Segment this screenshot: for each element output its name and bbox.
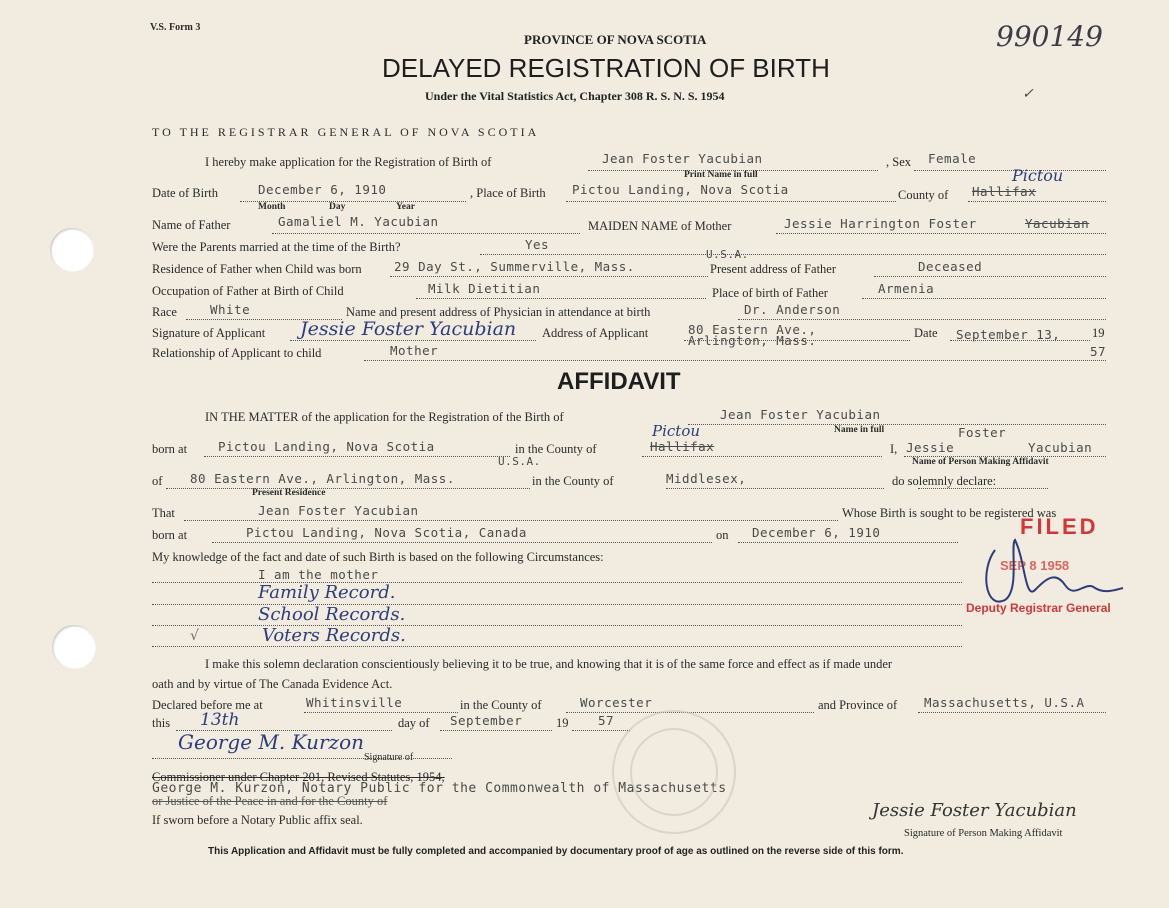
year-prefix: 19 — [556, 716, 569, 730]
relationship-value: Mother — [390, 343, 439, 358]
affiant-first-name: Jessie — [906, 440, 955, 455]
commissioner-struck: Commissioner under Chapter 201, Revised Statutes, 1954, — [152, 770, 445, 784]
declared-month-value: September — [450, 713, 523, 728]
margin-mark: √ — [190, 628, 199, 644]
father-residence-value: 29 Day St., Summerville, Mass. — [394, 259, 635, 274]
affiant-middle-name: Foster — [958, 425, 1007, 440]
handwritten-file-number: 990149 — [996, 20, 1103, 53]
applicant-address-label: Address of Applicant — [542, 326, 649, 340]
residence-county-value: Middlesex, — [666, 471, 747, 486]
that-label: That — [152, 506, 175, 520]
mother-name-value: Jessie Harrington Foster — [784, 216, 977, 231]
father-occupation-label: Occupation of Father at Birth of Child — [152, 284, 344, 298]
father-birthplace-value: Armenia — [878, 281, 935, 296]
justice-struck: or Justice of the Peace in and for the County of — [152, 794, 388, 808]
province-value: Massachusetts, U.S.A — [924, 695, 1085, 710]
declared-county-label: in the County of — [460, 698, 542, 712]
applicant-signature: Jessie Foster Yacubian — [300, 318, 517, 340]
sex-value: Female — [928, 151, 977, 166]
race-value: White — [210, 302, 251, 317]
on-label: on — [716, 528, 729, 542]
physician-value: Dr. Anderson — [744, 302, 841, 317]
residence-county-label: in the County of — [532, 474, 614, 488]
declare-label: do solemnly declare: — [892, 474, 997, 488]
application-date-century: 19 — [1092, 326, 1105, 340]
mother-surname-struck: Yacubian — [1025, 216, 1090, 231]
check-mark: ✓ — [1022, 86, 1034, 102]
circumstance-handwritten-2: School Records. — [258, 604, 406, 625]
affidavit-country: U.S.A. — [498, 455, 541, 468]
notary-seal-note: If sworn before a Notary Public affix seal. — [152, 813, 363, 827]
declared-before-label: Declared before me at — [152, 698, 263, 712]
birth-sought-label: Whose Birth is sought to be registered was — [842, 506, 1057, 520]
affiant-last-name: Yacubian — [1028, 440, 1093, 455]
punch-hole — [52, 625, 96, 669]
deputy-registrar-stamp: Deputy Registrar General — [966, 601, 1111, 615]
circumstance-handwritten-1: Family Record. — [258, 582, 396, 603]
day-of-label: day of — [398, 716, 430, 730]
declared-day-value: 13th — [200, 710, 240, 730]
commissioner-signature: George M. Kurzon — [178, 730, 365, 754]
father-name-value: Gamaliel M. Yacubian — [278, 214, 439, 229]
father-occupation-value: Milk Dietitian — [428, 281, 541, 296]
father-birthplace-label: Place of birth of Father — [712, 286, 828, 300]
registrar-signature — [975, 530, 1125, 620]
declaration-line2: oath and by virtue of The Canada Evidence Act. — [152, 677, 393, 691]
child-name-value: Jean Foster Yacubian — [602, 151, 763, 166]
date-of-birth-value: December 6, 1910 — [258, 182, 387, 197]
addressee: TO THE REGISTRAR GENERAL OF NOVA SCOTIA — [152, 125, 540, 139]
present-residence-value: 80 Eastern Ave., Arlington, Mass. — [190, 471, 455, 486]
month-caption: Month — [258, 202, 286, 212]
born-at-label: born at — [152, 442, 188, 456]
signature-of-caption: Signature of — [364, 752, 414, 763]
born-at-value-2: Pictou Landing, Nova Scotia, Canada — [246, 525, 527, 540]
declared-county-value: Worcester — [580, 695, 653, 710]
affidavit-heading: AFFIDAVIT — [557, 368, 681, 395]
father-present-address-label: Present address of Father — [710, 262, 837, 276]
applicant-address-line1: 80 Eastern Ave., — [688, 322, 817, 337]
filed-stamp-date: SEP 8 1958 — [1000, 558, 1070, 573]
circumstance-typed: I am the mother — [258, 567, 379, 582]
county-value-struck: Hallifax — [972, 184, 1037, 199]
punch-hole — [50, 228, 94, 272]
place-of-birth-label: , Place of Birth — [470, 186, 546, 200]
physician-label: Name and present address of Physician in attendance at birth — [346, 305, 651, 319]
parents-married-value: Yes — [525, 237, 550, 252]
father-residence-country: U.S.A. — [706, 248, 749, 261]
application-date-label: Date — [914, 326, 938, 340]
declared-year-value: 57 — [598, 713, 615, 728]
race-label: Race — [152, 305, 177, 319]
sex-label: , Sex — [886, 155, 911, 169]
father-residence-label: Residence of Father when Child was born — [152, 262, 362, 276]
affidavit-county-handwritten: Pictou — [652, 422, 701, 440]
born-at-value: Pictou Landing, Nova Scotia — [218, 439, 435, 454]
in-county-label: in the County of — [515, 442, 597, 456]
embossed-notary-seal-inner — [630, 728, 718, 816]
year-caption: Year — [396, 202, 415, 212]
this-label: this — [152, 716, 171, 730]
application-intro-label: I hereby make application for the Registration of Birth of — [205, 155, 492, 169]
relationship-label: Relationship of Applicant to child — [152, 346, 322, 360]
county-value-handwritten: Pictou — [1012, 166, 1064, 185]
affiant-name-caption: Name of Person Making Affidavit — [912, 457, 1049, 467]
county-label: County of — [898, 188, 949, 202]
date-of-birth-label: Date of Birth — [152, 186, 218, 200]
parents-married-label: Were the Parents married at the time of the Birth? — [152, 240, 401, 254]
affiant-signature-caption: Signature of Person Making Affidavit — [904, 828, 1063, 839]
that-value: Jean Foster Yacubian — [258, 503, 419, 518]
footer-note: This Application and Affidavit must be fully completed and accompanied by documentary proof of age as outlined on the reverse side of this form. — [208, 846, 904, 857]
mother-maiden-label: MAIDEN NAME of Mother — [588, 219, 732, 233]
province-label: and Province of — [818, 698, 898, 712]
present-residence-caption: Present Residence — [252, 488, 326, 498]
knowledge-label: My knowledge of the fact and date of such Birth is based on the following Circumstances: — [152, 550, 604, 564]
filed-stamp: FILED — [1020, 514, 1099, 539]
in-the-matter-label: IN THE MATTER of the application for the Registration of the Birth of — [205, 410, 564, 424]
page-subtitle: Under the Vital Statistics Act, Chapter 308 R. S. N. S. 1954 — [425, 89, 725, 103]
affiant-signature: Jessie Foster Yacubian — [872, 800, 1077, 821]
page-title: DELAYED REGISTRATION OF BIRTH — [382, 53, 830, 83]
notary-typed: George M. Kurzon, Notary Public for the Commonwealth of Massachusetts — [152, 781, 727, 796]
province-title: PROVINCE OF NOVA SCOTIA — [524, 32, 707, 47]
declaration-line1: I make this solemn declaration conscientiously believing it to be true, and knowing that it is of the same force and effect as if made under — [205, 657, 893, 671]
on-date-value: December 6, 1910 — [752, 525, 881, 540]
of-label: of — [152, 474, 163, 488]
application-date-year: 57 — [1090, 344, 1107, 359]
circumstance-handwritten-3: Voters Records. — [262, 625, 406, 646]
day-caption: Day — [329, 202, 346, 212]
print-name-caption: Print Name in full — [684, 170, 758, 180]
application-date-value: September 13, — [956, 327, 1061, 342]
father-present-address-value: Deceased — [918, 259, 983, 274]
applicant-signature-label: Signature of Applicant — [152, 326, 266, 340]
name-in-full-caption: Name in full — [834, 425, 885, 435]
father-name-label: Name of Father — [152, 218, 231, 232]
i-label: I, — [890, 442, 898, 456]
born-at-label-2: born at — [152, 528, 188, 542]
affidavit-child-name: Jean Foster Yacubian — [720, 407, 881, 422]
applicant-address-line2: Arlington, Mass. — [688, 333, 817, 348]
form-number: V.S. Form 3 — [150, 22, 201, 33]
declared-place-value: Whitinsville — [306, 695, 403, 710]
affidavit-county-struck: Hallifax — [650, 439, 715, 454]
place-of-birth-value: Pictou Landing, Nova Scotia — [572, 182, 789, 197]
